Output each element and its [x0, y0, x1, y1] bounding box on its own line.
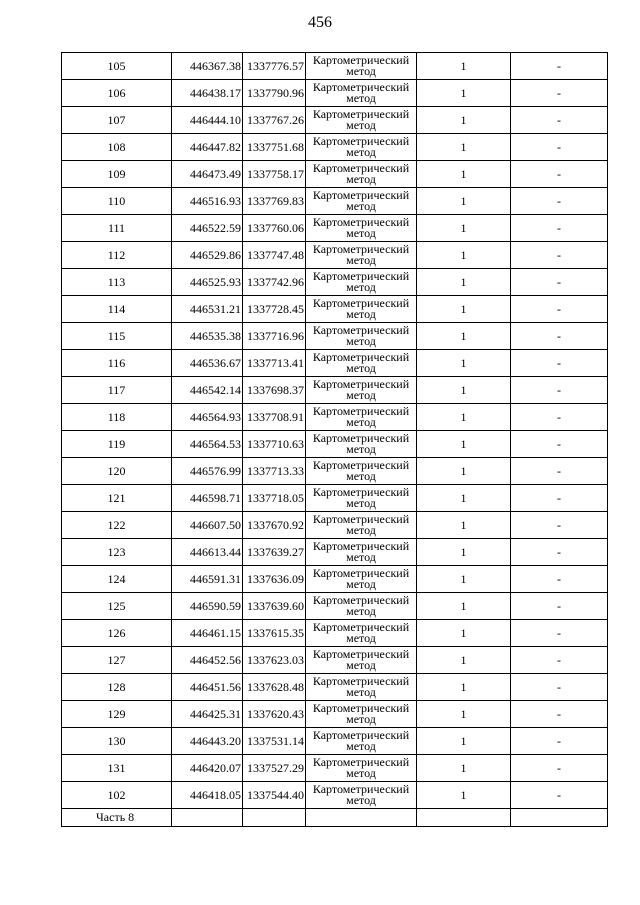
table-row: [62, 458, 608, 485]
point-number-cell: 109: [62, 161, 172, 188]
y-coordinate-cell: 1337713.33: [243, 458, 306, 485]
point-number-cell: 119: [62, 431, 172, 458]
table-row: [62, 296, 608, 323]
x-coordinate-cell: 446461.15: [172, 620, 243, 647]
accuracy-cell: 1: [417, 53, 511, 80]
note-cell: -: [511, 377, 608, 404]
table-row: [62, 350, 608, 377]
table-row: [62, 323, 608, 350]
method-cell: Картометрический метод: [306, 350, 417, 377]
x-coordinate-cell: 446536.67: [172, 350, 243, 377]
accuracy-cell: 1: [417, 782, 511, 809]
y-coordinate-cell: 1337615.35: [243, 620, 306, 647]
section-row: [62, 809, 608, 827]
method-cell: Картометрический метод: [306, 755, 417, 782]
accuracy-cell: 1: [417, 701, 511, 728]
accuracy-cell: 1: [417, 80, 511, 107]
y-coordinate-cell: 1337767.26: [243, 107, 306, 134]
x-coordinate-cell: 446443.20: [172, 728, 243, 755]
accuracy-cell: 1: [417, 458, 511, 485]
note-cell: -: [511, 728, 608, 755]
point-number-cell: 117: [62, 377, 172, 404]
x-coordinate-cell: 446613.44: [172, 539, 243, 566]
point-number-cell: 110: [62, 188, 172, 215]
accuracy-cell: 1: [417, 674, 511, 701]
y-coordinate-cell: 1337760.06: [243, 215, 306, 242]
method-cell: Картометрический метод: [306, 215, 417, 242]
point-number-cell: 106: [62, 80, 172, 107]
y-coordinate-cell: 1337639.60: [243, 593, 306, 620]
accuracy-cell: 1: [417, 161, 511, 188]
method-cell: Картометрический метод: [306, 161, 417, 188]
method-cell: Картометрический метод: [306, 80, 417, 107]
point-number-cell: 118: [62, 404, 172, 431]
x-coordinate-cell: 446531.21: [172, 296, 243, 323]
point-number-cell: 130: [62, 728, 172, 755]
x-coordinate-cell: 446452.56: [172, 647, 243, 674]
x-coordinate-cell: 446516.93: [172, 188, 243, 215]
x-coordinate-cell: 446367.38: [172, 53, 243, 80]
method-cell: Картометрический метод: [306, 431, 417, 458]
method-cell: Картометрический метод: [306, 269, 417, 296]
accuracy-cell: 1: [417, 350, 511, 377]
table-row: [62, 161, 608, 188]
table-row: [62, 107, 608, 134]
accuracy-cell: 1: [417, 566, 511, 593]
table-row: [62, 674, 608, 701]
coordinates-table-body: [62, 53, 608, 827]
table-row: [62, 188, 608, 215]
table-row: [62, 620, 608, 647]
note-cell: -: [511, 269, 608, 296]
point-number-cell: 114: [62, 296, 172, 323]
method-cell: Картометрический метод: [306, 593, 417, 620]
y-coordinate-cell: 1337751.68: [243, 134, 306, 161]
point-number-cell: 120: [62, 458, 172, 485]
point-number-cell: 102: [62, 782, 172, 809]
x-coordinate-cell: 446607.50: [172, 512, 243, 539]
method-cell: Картометрический метод: [306, 566, 417, 593]
accuracy-cell: 1: [417, 755, 511, 782]
method-cell: Картометрический метод: [306, 242, 417, 269]
y-coordinate-cell: 1337776.57: [243, 53, 306, 80]
note-cell: -: [511, 566, 608, 593]
x-coordinate-cell: 446425.31: [172, 701, 243, 728]
coordinates-table: [61, 52, 608, 827]
accuracy-cell: 1: [417, 296, 511, 323]
empty-cell: [243, 809, 306, 827]
y-coordinate-cell: 1337713.41: [243, 350, 306, 377]
y-coordinate-cell: 1337698.37: [243, 377, 306, 404]
y-coordinate-cell: 1337636.09: [243, 566, 306, 593]
note-cell: -: [511, 674, 608, 701]
method-cell: Картометрический метод: [306, 728, 417, 755]
note-cell: -: [511, 350, 608, 377]
point-number-cell: 111: [62, 215, 172, 242]
method-cell: Картометрический метод: [306, 512, 417, 539]
point-number-cell: 107: [62, 107, 172, 134]
x-coordinate-cell: 446525.93: [172, 269, 243, 296]
point-number-cell: 116: [62, 350, 172, 377]
point-number-cell: 108: [62, 134, 172, 161]
note-cell: -: [511, 404, 608, 431]
y-coordinate-cell: 1337527.29: [243, 755, 306, 782]
x-coordinate-cell: 446438.17: [172, 80, 243, 107]
point-number-cell: 112: [62, 242, 172, 269]
empty-cell: [511, 809, 608, 827]
accuracy-cell: 1: [417, 242, 511, 269]
method-cell: Картометрический метод: [306, 323, 417, 350]
x-coordinate-cell: 446420.07: [172, 755, 243, 782]
table-row: [62, 512, 608, 539]
point-number-cell: 126: [62, 620, 172, 647]
method-cell: Картометрический метод: [306, 107, 417, 134]
note-cell: -: [511, 80, 608, 107]
point-number-cell: 124: [62, 566, 172, 593]
note-cell: -: [511, 755, 608, 782]
accuracy-cell: 1: [417, 107, 511, 134]
method-cell: Картометрический метод: [306, 620, 417, 647]
accuracy-cell: 1: [417, 215, 511, 242]
method-cell: Картометрический метод: [306, 458, 417, 485]
note-cell: -: [511, 323, 608, 350]
table-row: [62, 539, 608, 566]
table-row: [62, 377, 608, 404]
accuracy-cell: 1: [417, 431, 511, 458]
x-coordinate-cell: 446576.99: [172, 458, 243, 485]
x-coordinate-cell: 446542.14: [172, 377, 243, 404]
method-cell: Картометрический метод: [306, 701, 417, 728]
x-coordinate-cell: 446451.56: [172, 674, 243, 701]
table-row: [62, 728, 608, 755]
table-row: [62, 242, 608, 269]
point-number-cell: 105: [62, 53, 172, 80]
y-coordinate-cell: 1337623.03: [243, 647, 306, 674]
note-cell: -: [511, 296, 608, 323]
accuracy-cell: 1: [417, 377, 511, 404]
accuracy-cell: 1: [417, 188, 511, 215]
y-coordinate-cell: 1337544.40: [243, 782, 306, 809]
accuracy-cell: 1: [417, 647, 511, 674]
point-number-cell: 122: [62, 512, 172, 539]
y-coordinate-cell: 1337670.92: [243, 512, 306, 539]
x-coordinate-cell: 446590.59: [172, 593, 243, 620]
note-cell: -: [511, 620, 608, 647]
y-coordinate-cell: 1337710.63: [243, 431, 306, 458]
point-number-cell: 115: [62, 323, 172, 350]
accuracy-cell: 1: [417, 539, 511, 566]
table-row: [62, 701, 608, 728]
table-row: [62, 593, 608, 620]
point-number-cell: 129: [62, 701, 172, 728]
x-coordinate-cell: 446418.05: [172, 782, 243, 809]
method-cell: Картометрический метод: [306, 674, 417, 701]
x-coordinate-cell: 446564.93: [172, 404, 243, 431]
method-cell: Картометрический метод: [306, 782, 417, 809]
y-coordinate-cell: 1337747.48: [243, 242, 306, 269]
note-cell: -: [511, 431, 608, 458]
x-coordinate-cell: 446591.31: [172, 566, 243, 593]
point-number-cell: 125: [62, 593, 172, 620]
note-cell: -: [511, 107, 608, 134]
x-coordinate-cell: 446473.49: [172, 161, 243, 188]
point-number-cell: 123: [62, 539, 172, 566]
accuracy-cell: 1: [417, 269, 511, 296]
section-label: Часть 8: [62, 809, 172, 827]
page-number: 456: [308, 14, 332, 31]
accuracy-cell: 1: [417, 485, 511, 512]
method-cell: Картометрический метод: [306, 53, 417, 80]
point-number-cell: 127: [62, 647, 172, 674]
y-coordinate-cell: 1337718.05: [243, 485, 306, 512]
x-coordinate-cell: 446444.10: [172, 107, 243, 134]
point-number-cell: 113: [62, 269, 172, 296]
note-cell: -: [511, 53, 608, 80]
note-cell: -: [511, 782, 608, 809]
y-coordinate-cell: 1337728.45: [243, 296, 306, 323]
note-cell: -: [511, 188, 608, 215]
table-row: [62, 269, 608, 296]
accuracy-cell: 1: [417, 512, 511, 539]
y-coordinate-cell: 1337742.96: [243, 269, 306, 296]
empty-cell: [172, 809, 243, 827]
x-coordinate-cell: 446598.71: [172, 485, 243, 512]
table-row: [62, 566, 608, 593]
method-cell: Картометрический метод: [306, 134, 417, 161]
point-number-cell: 128: [62, 674, 172, 701]
note-cell: -: [511, 701, 608, 728]
x-coordinate-cell: 446535.38: [172, 323, 243, 350]
table-row: [62, 485, 608, 512]
y-coordinate-cell: 1337628.48: [243, 674, 306, 701]
y-coordinate-cell: 1337716.96: [243, 323, 306, 350]
note-cell: -: [511, 215, 608, 242]
method-cell: Картометрический метод: [306, 188, 417, 215]
table-row: [62, 647, 608, 674]
y-coordinate-cell: 1337620.43: [243, 701, 306, 728]
note-cell: -: [511, 512, 608, 539]
y-coordinate-cell: 1337531.14: [243, 728, 306, 755]
accuracy-cell: 1: [417, 593, 511, 620]
method-cell: Картометрический метод: [306, 539, 417, 566]
note-cell: -: [511, 161, 608, 188]
y-coordinate-cell: 1337758.17: [243, 161, 306, 188]
note-cell: -: [511, 458, 608, 485]
method-cell: Картометрический метод: [306, 377, 417, 404]
method-cell: Картометрический метод: [306, 296, 417, 323]
accuracy-cell: 1: [417, 323, 511, 350]
point-number-cell: 131: [62, 755, 172, 782]
table-row: [62, 755, 608, 782]
accuracy-cell: 1: [417, 134, 511, 161]
method-cell: Картометрический метод: [306, 647, 417, 674]
table-row: [62, 215, 608, 242]
note-cell: -: [511, 134, 608, 161]
table-row: [62, 404, 608, 431]
x-coordinate-cell: 446522.59: [172, 215, 243, 242]
x-coordinate-cell: 446529.86: [172, 242, 243, 269]
y-coordinate-cell: 1337639.27: [243, 539, 306, 566]
method-cell: Картометрический метод: [306, 485, 417, 512]
accuracy-cell: 1: [417, 404, 511, 431]
y-coordinate-cell: 1337790.96: [243, 80, 306, 107]
table-row: [62, 134, 608, 161]
note-cell: -: [511, 242, 608, 269]
note-cell: -: [511, 647, 608, 674]
empty-cell: [306, 809, 417, 827]
table-row: [62, 80, 608, 107]
table-row: [62, 53, 608, 80]
y-coordinate-cell: 1337708.91: [243, 404, 306, 431]
method-cell: Картометрический метод: [306, 404, 417, 431]
point-number-cell: 121: [62, 485, 172, 512]
accuracy-cell: 1: [417, 728, 511, 755]
empty-cell: [417, 809, 511, 827]
table-row: [62, 431, 608, 458]
note-cell: -: [511, 485, 608, 512]
note-cell: -: [511, 539, 608, 566]
accuracy-cell: 1: [417, 620, 511, 647]
x-coordinate-cell: 446447.82: [172, 134, 243, 161]
table-row: [62, 782, 608, 809]
note-cell: -: [511, 593, 608, 620]
x-coordinate-cell: 446564.53: [172, 431, 243, 458]
y-coordinate-cell: 1337769.83: [243, 188, 306, 215]
